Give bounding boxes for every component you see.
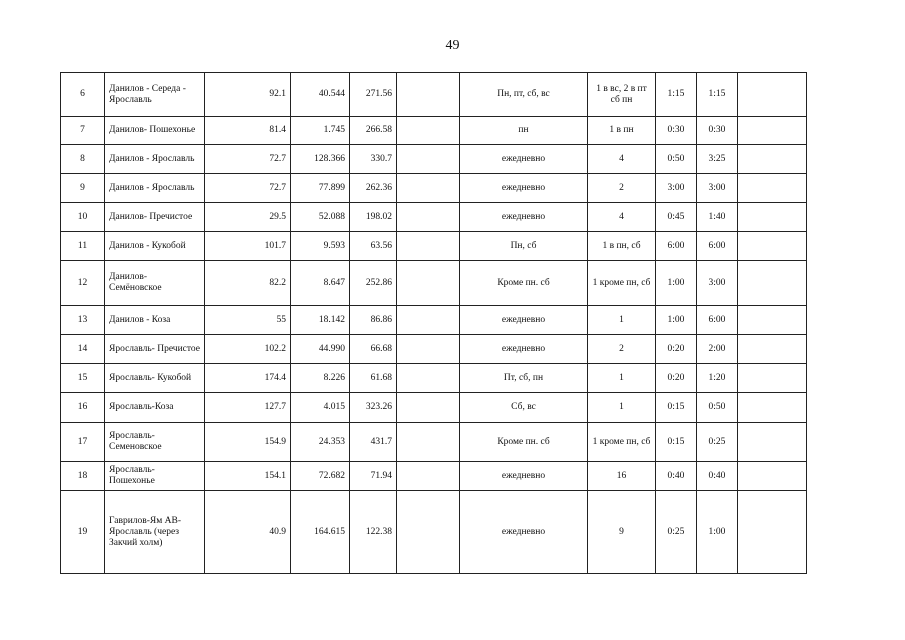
frequency-cell: 2 <box>588 335 656 364</box>
table-row <box>61 174 807 203</box>
time-second-cell: 1:20 <box>697 364 738 393</box>
notes-cell <box>738 145 807 174</box>
value-a-cell: 8.226 <box>291 364 350 393</box>
route-name-cell: Данилов- Пошехонье <box>105 117 205 145</box>
time-second-cell: 6:00 <box>697 232 738 261</box>
value-a-cell: 18.142 <box>291 306 350 335</box>
route-name-cell: Ярославль-Коза <box>105 393 205 423</box>
table-row <box>61 462 807 491</box>
table-row <box>61 491 807 574</box>
table-row <box>61 117 807 145</box>
empty-cell <box>397 203 460 232</box>
notes-cell <box>738 462 807 491</box>
distance-cell: 82.2 <box>205 261 291 306</box>
table-row <box>61 393 807 423</box>
time-first-cell: 3:00 <box>656 174 697 203</box>
frequency-cell: 1 <box>588 306 656 335</box>
route-name-cell: Данилов- Семёновское <box>105 261 205 306</box>
frequency-cell: 1 <box>588 364 656 393</box>
time-second-cell: 1:00 <box>697 491 738 574</box>
time-second-cell: 0:25 <box>697 423 738 462</box>
value-b-cell: 431.7 <box>350 423 397 462</box>
table-row <box>61 145 807 174</box>
time-second-cell: 3:00 <box>697 174 738 203</box>
time-second-cell: 1:15 <box>697 73 738 117</box>
row-number-cell: 17 <box>61 423 105 462</box>
empty-cell <box>397 335 460 364</box>
route-name-cell: Ярославль- Семеновское <box>105 423 205 462</box>
time-first-cell: 0:50 <box>656 145 697 174</box>
distance-cell: 174.4 <box>205 364 291 393</box>
row-number-cell: 13 <box>61 306 105 335</box>
time-first-cell: 0:15 <box>656 393 697 423</box>
time-first-cell: 1:00 <box>656 261 697 306</box>
row-number-cell: 15 <box>61 364 105 393</box>
value-b-cell: 330.7 <box>350 145 397 174</box>
notes-cell <box>738 393 807 423</box>
time-second-cell: 0:30 <box>697 117 738 145</box>
time-first-cell: 0:45 <box>656 203 697 232</box>
distance-cell: 127.7 <box>205 393 291 423</box>
schedule-days-cell: ежедневно <box>460 462 588 491</box>
frequency-cell: 16 <box>588 462 656 491</box>
frequency-cell: 1 в вс, 2 в пт сб пн <box>588 73 656 117</box>
notes-cell <box>738 73 807 117</box>
route-name-cell: Данилов - Ярославль <box>105 145 205 174</box>
value-a-cell: 128.366 <box>291 145 350 174</box>
empty-cell <box>397 145 460 174</box>
notes-cell <box>738 117 807 145</box>
route-table <box>60 72 807 574</box>
value-a-cell: 52.088 <box>291 203 350 232</box>
schedule-days-cell: Кроме пн. сб <box>460 423 588 462</box>
distance-cell: 40.9 <box>205 491 291 574</box>
frequency-cell: 2 <box>588 174 656 203</box>
time-first-cell: 0:20 <box>656 364 697 393</box>
schedule-days-cell: Сб, вс <box>460 393 588 423</box>
schedule-days-cell: ежедневно <box>460 174 588 203</box>
route-name-cell: Ярославль- Пречистое <box>105 335 205 364</box>
notes-cell <box>738 335 807 364</box>
empty-cell <box>397 364 460 393</box>
table-row <box>61 364 807 393</box>
distance-cell: 101.7 <box>205 232 291 261</box>
value-a-cell: 4.015 <box>291 393 350 423</box>
value-b-cell: 71.94 <box>350 462 397 491</box>
value-a-cell: 1.745 <box>291 117 350 145</box>
route-name-cell: Ярославль- Кукобой <box>105 364 205 393</box>
row-number-cell: 10 <box>61 203 105 232</box>
notes-cell <box>738 174 807 203</box>
time-first-cell: 0:20 <box>656 335 697 364</box>
value-b-cell: 86.86 <box>350 306 397 335</box>
route-name-cell: Данилов - Кукобой <box>105 232 205 261</box>
frequency-cell: 1 кроме пн, сб <box>588 261 656 306</box>
schedule-days-cell: Пн, пт, сб, вс <box>460 73 588 117</box>
schedule-days-cell: ежедневно <box>460 491 588 574</box>
empty-cell <box>397 423 460 462</box>
distance-cell: 81.4 <box>205 117 291 145</box>
value-b-cell: 63.56 <box>350 232 397 261</box>
route-name-cell: Данилов - Середа - Ярославль <box>105 73 205 117</box>
frequency-cell: 4 <box>588 145 656 174</box>
table-row <box>61 232 807 261</box>
value-b-cell: 262.36 <box>350 174 397 203</box>
row-number-cell: 18 <box>61 462 105 491</box>
route-name-cell: Данилов - Ярославль <box>105 174 205 203</box>
empty-cell <box>397 73 460 117</box>
notes-cell <box>738 364 807 393</box>
row-number-cell: 6 <box>61 73 105 117</box>
value-b-cell: 122.38 <box>350 491 397 574</box>
table-row <box>61 261 807 306</box>
frequency-cell: 1 в пн <box>588 117 656 145</box>
notes-cell <box>738 261 807 306</box>
empty-cell <box>397 117 460 145</box>
time-second-cell: 3:25 <box>697 145 738 174</box>
time-first-cell: 1:00 <box>656 306 697 335</box>
schedule-days-cell: Кроме пн. сб <box>460 261 588 306</box>
table-row <box>61 203 807 232</box>
time-second-cell: 2:00 <box>697 335 738 364</box>
distance-cell: 29.5 <box>205 203 291 232</box>
value-a-cell: 24.353 <box>291 423 350 462</box>
row-number-cell: 16 <box>61 393 105 423</box>
notes-cell <box>738 232 807 261</box>
time-first-cell: 0:15 <box>656 423 697 462</box>
notes-cell <box>738 203 807 232</box>
schedule-days-cell: Пт, сб, пн <box>460 364 588 393</box>
distance-cell: 72.7 <box>205 145 291 174</box>
frequency-cell: 1 кроме пн, сб <box>588 423 656 462</box>
time-first-cell: 0:25 <box>656 491 697 574</box>
route-table-body <box>61 73 807 574</box>
value-a-cell: 44.990 <box>291 335 350 364</box>
empty-cell <box>397 491 460 574</box>
notes-cell <box>738 423 807 462</box>
row-number-cell: 12 <box>61 261 105 306</box>
schedule-days-cell: Пн, сб <box>460 232 588 261</box>
schedule-days-cell: ежедневно <box>460 335 588 364</box>
table-row <box>61 73 807 117</box>
empty-cell <box>397 462 460 491</box>
page-number: 49 <box>445 38 460 53</box>
frequency-cell: 1 в пн, сб <box>588 232 656 261</box>
schedule-days-cell: ежедневно <box>460 145 588 174</box>
value-b-cell: 66.68 <box>350 335 397 364</box>
empty-cell <box>397 174 460 203</box>
time-first-cell: 1:15 <box>656 73 697 117</box>
frequency-cell: 1 <box>588 393 656 423</box>
empty-cell <box>397 232 460 261</box>
value-a-cell: 72.682 <box>291 462 350 491</box>
distance-cell: 72.7 <box>205 174 291 203</box>
value-a-cell: 40.544 <box>291 73 350 117</box>
row-number-cell: 19 <box>61 491 105 574</box>
schedule-days-cell: ежедневно <box>460 203 588 232</box>
value-b-cell: 61.68 <box>350 364 397 393</box>
time-second-cell: 6:00 <box>697 306 738 335</box>
route-name-cell: Гаврилов-Ям АВ- Ярославль (через Закчий холм) <box>105 491 205 574</box>
table-row <box>61 335 807 364</box>
row-number-cell: 8 <box>61 145 105 174</box>
table-row <box>61 306 807 335</box>
frequency-cell: 9 <box>588 491 656 574</box>
schedule-days-cell: пн <box>460 117 588 145</box>
row-number-cell: 7 <box>61 117 105 145</box>
time-first-cell: 0:30 <box>656 117 697 145</box>
row-number-cell: 14 <box>61 335 105 364</box>
value-a-cell: 164.615 <box>291 491 350 574</box>
route-name-cell: Данилов - Коза <box>105 306 205 335</box>
notes-cell <box>738 306 807 335</box>
distance-cell: 154.9 <box>205 423 291 462</box>
time-second-cell: 0:50 <box>697 393 738 423</box>
value-b-cell: 323.26 <box>350 393 397 423</box>
route-name-cell: Данилов- Пречистое <box>105 203 205 232</box>
time-second-cell: 3:00 <box>697 261 738 306</box>
distance-cell: 92.1 <box>205 73 291 117</box>
empty-cell <box>397 306 460 335</box>
time-second-cell: 1:40 <box>697 203 738 232</box>
empty-cell <box>397 393 460 423</box>
value-b-cell: 266.58 <box>350 117 397 145</box>
value-b-cell: 271.56 <box>350 73 397 117</box>
frequency-cell: 4 <box>588 203 656 232</box>
time-first-cell: 0:40 <box>656 462 697 491</box>
distance-cell: 154.1 <box>205 462 291 491</box>
route-name-cell: Ярославль- Пошехонье <box>105 462 205 491</box>
time-second-cell: 0:40 <box>697 462 738 491</box>
row-number-cell: 9 <box>61 174 105 203</box>
distance-cell: 102.2 <box>205 335 291 364</box>
time-first-cell: 6:00 <box>656 232 697 261</box>
value-b-cell: 198.02 <box>350 203 397 232</box>
value-a-cell: 8.647 <box>291 261 350 306</box>
empty-cell <box>397 261 460 306</box>
value-a-cell: 9.593 <box>291 232 350 261</box>
value-a-cell: 77.899 <box>291 174 350 203</box>
notes-cell <box>738 491 807 574</box>
table-row <box>61 423 807 462</box>
distance-cell: 55 <box>205 306 291 335</box>
row-number-cell: 11 <box>61 232 105 261</box>
value-b-cell: 252.86 <box>350 261 397 306</box>
schedule-days-cell: ежедневно <box>460 306 588 335</box>
